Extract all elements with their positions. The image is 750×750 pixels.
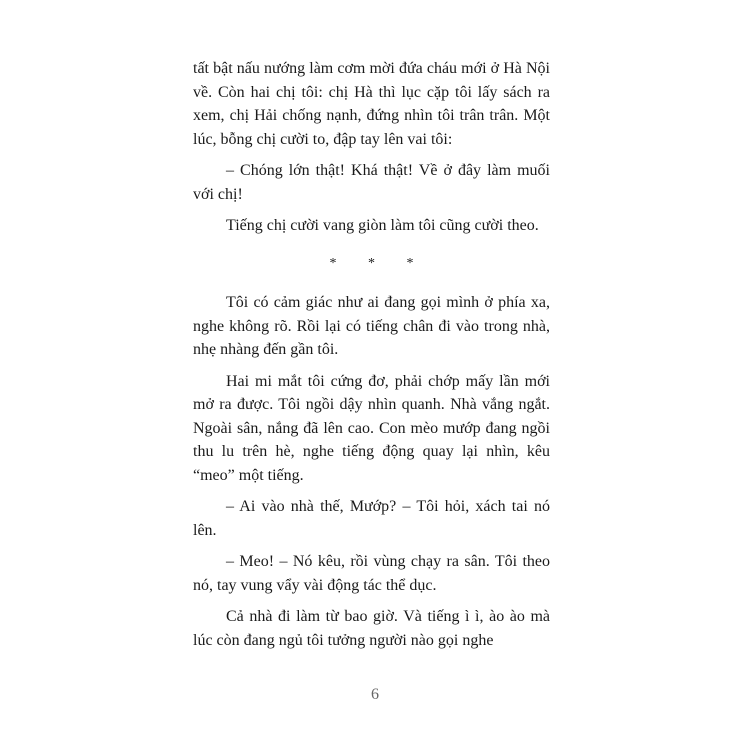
paragraph-feeling: Tôi có cảm giác như ai đang gọi mình ở phía xa, nghe không rõ. Rồi lại có tiếng chân đi vào trong nhà, nhẹ nhàng đến gần tôi. xyxy=(193,294,550,358)
paragraph-laughter: Tiếng chị cười vang giòn làm tôi cũng cười theo. xyxy=(226,217,539,234)
paragraph-final: Cả nhà đi làm từ bao giờ. Và tiếng ì ì, ào ào mà lúc còn đang ngủ tôi tưởng người nào gọi nghe xyxy=(193,608,550,649)
paragraph-waking: Hai mi mắt tôi cứng đơ, phải chớp mấy lần mới mở ra được. Tôi ngồi dậy nhìn quanh. Nhà vắng ngắt. Ngoài sân, nắng đã lên cao. Con mèo mướp đang ngồi thu lu trên hè, nghe tiếng động quay lại nhìn, kêu “meo” một tiếng. xyxy=(193,372,550,484)
paragraph-dialogue-1: – Chóng lớn thật! Khá thật! Về ở đây làm muối với chị! xyxy=(193,162,550,203)
page-number: 6 xyxy=(371,686,379,703)
paragraph-dialogue-3: – Meo! – Nó kêu, rồi vùng chạy ra sân. Tôi theo nó, tay vung vẩy vài động tác thể dục. xyxy=(193,553,550,594)
section-separator: * * * xyxy=(329,255,428,271)
book-page-text xyxy=(193,57,550,660)
paragraph-continuation: tất bật nấu nướng làm cơm mời đứa cháu mới ở Hà Nội về. Còn hai chị tôi: chị Hà thì lục cặp tôi lấy sách ra xem, chị Hải chống nạnh, đứng nhìn tôi trân trân. Một lúc, bỗng chị cười to, đập tay lên vai tôi: xyxy=(193,60,550,148)
paragraph-dialogue-2: – Ai vào nhà thế, Mướp? – Tôi hỏi, xách tai nó lên. xyxy=(193,498,550,539)
